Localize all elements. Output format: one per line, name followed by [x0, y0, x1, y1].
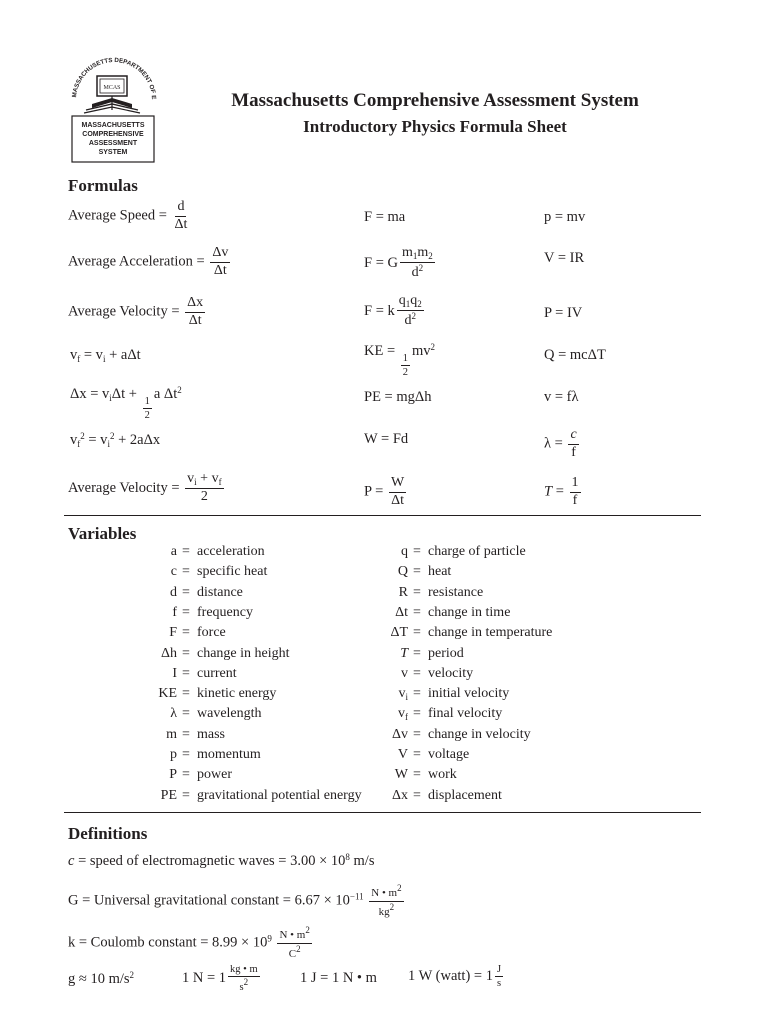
variable-description: period	[428, 645, 464, 661]
equals-sign: =	[413, 604, 421, 620]
variable-description: final velocity	[428, 706, 503, 722]
formula-potential-energy: PE = mgΔh	[364, 389, 432, 405]
variable-symbol: $v_i$	[398, 686, 408, 703]
variable-description: current	[197, 665, 237, 681]
logo-caption-2: COMPREHENSIVE	[82, 131, 144, 138]
variable-symbol: f	[172, 604, 177, 620]
logo-caption-3: ASSESSMENT	[88, 140, 138, 147]
variable-symbol: ΔT	[390, 625, 408, 641]
equals-sign: =	[413, 645, 421, 661]
variable-description: mass	[197, 726, 225, 742]
variable-symbol: Δh	[160, 645, 177, 661]
variable-description: charge of particle	[428, 544, 526, 559]
variable-symbol: $v_f$	[398, 706, 408, 723]
equals-sign: =	[182, 747, 190, 762]
formula-displacement: $\Delta x = v_i\Delta t$ + $\frac{1}{2}$ a $\Delta t^2$	[70, 385, 182, 422]
variable-description: power	[197, 767, 232, 783]
avg-vel-label: Average Velocity =	[68, 303, 180, 320]
divider-variables	[64, 812, 701, 813]
definitions-heading: Definitions	[68, 824, 148, 843]
formula-wavelength: λ = $\frac{c}{f}$	[544, 427, 577, 460]
formula-heat: Q = mcΔT	[544, 347, 606, 363]
variable-symbol: a	[170, 544, 177, 559]
variable-symbol: Δv	[391, 726, 408, 742]
equals-sign: =	[182, 584, 190, 600]
avg-speed-label: Average Speed =	[68, 207, 167, 224]
formula-average-acceleration: Average Acceleration = $\frac{\Delta v}{\Delta t}$	[68, 245, 229, 278]
variable-symbol: p	[170, 747, 177, 762]
formula-velocity-squared: $v_f^2 = v_i^2 + 2a\Delta x$	[70, 431, 161, 449]
definition-newton: 1 N = 1 $\frac{kg • m}{s^2}$	[182, 964, 258, 994]
variable-description: work	[428, 767, 457, 783]
variable-description: wavelength	[197, 706, 262, 722]
formula-average-speed: Average Speed = $\frac{d}{\Delta t}$	[68, 199, 188, 232]
equals-sign: =	[413, 767, 421, 783]
page-subtitle: Introductory Physics Formula Sheet	[303, 117, 567, 136]
c-value: 3.00 × 10	[290, 853, 346, 869]
variable-symbol: PE	[160, 787, 177, 803]
formulas-heading: Formulas	[68, 176, 138, 195]
variable-symbol: P	[169, 767, 177, 783]
variable-description: resistance	[428, 584, 484, 600]
equals-sign: =	[413, 584, 421, 600]
J-line: 1 J = 1 N • m	[300, 970, 377, 986]
G-label: G = Universal gravitational constant =	[68, 892, 291, 909]
equals-sign: =	[413, 625, 421, 641]
variable-description: specific heat	[197, 564, 268, 580]
formula-final-velocity: $v_f = v_i + a\Delta t$	[70, 347, 141, 364]
avg-accel-label: Average Acceleration =	[68, 253, 205, 270]
formula-coulomb: F = k $\frac{q_1q_2}{d^2}$	[364, 293, 422, 329]
variable-symbol: λ	[170, 706, 177, 722]
formula-average-velocity: Average Velocity = $\frac{\Delta x}{\Delta t}$	[68, 295, 204, 328]
logo-caption-1: MASSACHUSETTS	[81, 122, 145, 129]
variable-description: displacement	[428, 787, 502, 803]
formula-period: T = $\frac{1}{f}$	[544, 475, 579, 508]
equals-sign: =	[182, 564, 190, 580]
equals-sign: =	[413, 747, 421, 762]
equals-sign: =	[182, 544, 190, 559]
variable-description: velocity	[428, 665, 474, 681]
variable-symbol: Δt	[395, 604, 408, 620]
variable-description: initial velocity	[428, 686, 510, 702]
variable-symbol: q	[401, 544, 408, 559]
formula-newton-second: F = ma	[364, 209, 406, 225]
formula-electric-power: P = IV	[544, 305, 583, 321]
variable-description: frequency	[197, 604, 253, 620]
formula-ohms-law: V = IR	[544, 250, 585, 266]
mcas-logo	[64, 52, 164, 164]
g-line: g ≈ 10 m/s	[68, 971, 130, 987]
G-value: 6.67 × 10	[294, 892, 350, 909]
variable-description: distance	[197, 584, 243, 600]
variable-symbol: Δx	[391, 787, 408, 803]
c-label: = speed of electromagnetic waves =	[78, 853, 287, 869]
equals-sign: =	[413, 564, 421, 580]
definition-gravitational-constant: G = Universal gravitational constant = $6.67 \times 10^{-11}$ $\frac{N • m^2}{kg^2}$	[68, 883, 402, 918]
variable-description: gravitational potential energy	[197, 787, 362, 803]
variable-symbol: c	[170, 564, 177, 580]
variable-symbol: W	[394, 767, 408, 783]
variable-symbol: T	[400, 645, 408, 661]
variable-description: change in temperature	[428, 625, 553, 641]
equals-sign: =	[413, 706, 421, 722]
k-exponent: 9	[267, 933, 272, 944]
variable-symbol: I	[172, 665, 177, 681]
c-exponent: 8	[345, 852, 350, 862]
formula-work: W = Fd	[364, 431, 409, 447]
c-unit: m/s	[353, 853, 375, 869]
equals-sign: =	[413, 787, 421, 803]
variable-description: change in height	[197, 645, 290, 661]
definition-gravity-acceleration: g ≈ 10 $m/s^2$	[68, 970, 135, 987]
N-label: 1 N = 1	[182, 969, 227, 986]
variable-symbol: v	[401, 665, 408, 681]
variable-symbol: F	[169, 625, 177, 641]
equals-sign: =	[413, 665, 421, 681]
avg-vel2-label: Average Velocity =	[68, 479, 180, 496]
equals-sign: =	[413, 544, 421, 559]
variable-description: acceleration	[197, 544, 265, 559]
logo-arc-text: MASSACHUSETTS DEPARTMENT OF E	[71, 56, 158, 100]
equals-sign: =	[182, 767, 190, 783]
variable-description: heat	[428, 564, 452, 580]
variable-description: change in velocity	[428, 726, 531, 742]
definition-speed-of-light: c = speed of electromagnetic waves = $3.00 \times 10^8$ m/s	[68, 852, 375, 869]
equals-sign: =	[182, 665, 190, 681]
definition-watt: 1 W (watt) = 1 $\frac{J}{s}$	[408, 964, 502, 990]
variable-symbol: m	[166, 726, 177, 742]
W-label: 1 W (watt) = 1	[408, 967, 493, 984]
divider-formulas	[64, 515, 701, 516]
equals-sign: =	[413, 726, 421, 742]
equals-sign: =	[182, 645, 190, 661]
formula-gravitation: F = G $\frac{m_1m_2}{d^2}$	[364, 245, 433, 281]
variable-description: momentum	[197, 747, 261, 762]
variable-symbol: KE	[158, 686, 177, 702]
k-value: 8.99 × 10	[212, 934, 268, 951]
variable-symbol: d	[170, 584, 177, 600]
formula-momentum: p = mv	[544, 209, 586, 225]
equals-sign: =	[182, 625, 190, 641]
equals-sign: =	[413, 686, 421, 702]
formula-power: P = $\frac{W}{\Delta t}$	[364, 475, 405, 508]
formula-average-velocity-2: Average Velocity = $\frac{v_i + v_f}{2}$	[68, 471, 222, 505]
formula-kinetic-energy: KE = $\frac{1}{2}$ $mv^2$	[364, 342, 436, 379]
formula-wave-speed: v = fλ	[544, 389, 579, 405]
variable-description: kinetic energy	[197, 686, 277, 702]
variable-symbol: R	[398, 584, 408, 600]
definition-coulomb-constant: k = Coulomb constant = $8.99 \times 10^9$ $\frac{N • m^2}{C^2}$	[68, 925, 310, 960]
variable-description: voltage	[428, 747, 470, 762]
logo-caption-4: SYSTEM	[98, 149, 128, 156]
equals-sign: =	[182, 686, 190, 702]
k-label: k = Coulomb constant =	[68, 934, 209, 951]
equals-sign: =	[182, 604, 190, 620]
variable-symbol: V	[397, 747, 408, 762]
definition-joule	[300, 970, 377, 987]
variable-symbol: Q	[397, 564, 408, 580]
G-exponent: −11	[349, 891, 364, 902]
equals-sign: =	[182, 726, 190, 742]
logo-screen-text: MCAS	[103, 85, 121, 91]
equals-sign: =	[182, 787, 190, 803]
variable-description: force	[197, 625, 226, 641]
variable-description: change in time	[428, 604, 511, 620]
page-title: Massachusetts Comprehensive Assessment System	[231, 90, 639, 111]
equals-sign: =	[182, 706, 190, 722]
variables-heading: Variables	[68, 524, 137, 543]
